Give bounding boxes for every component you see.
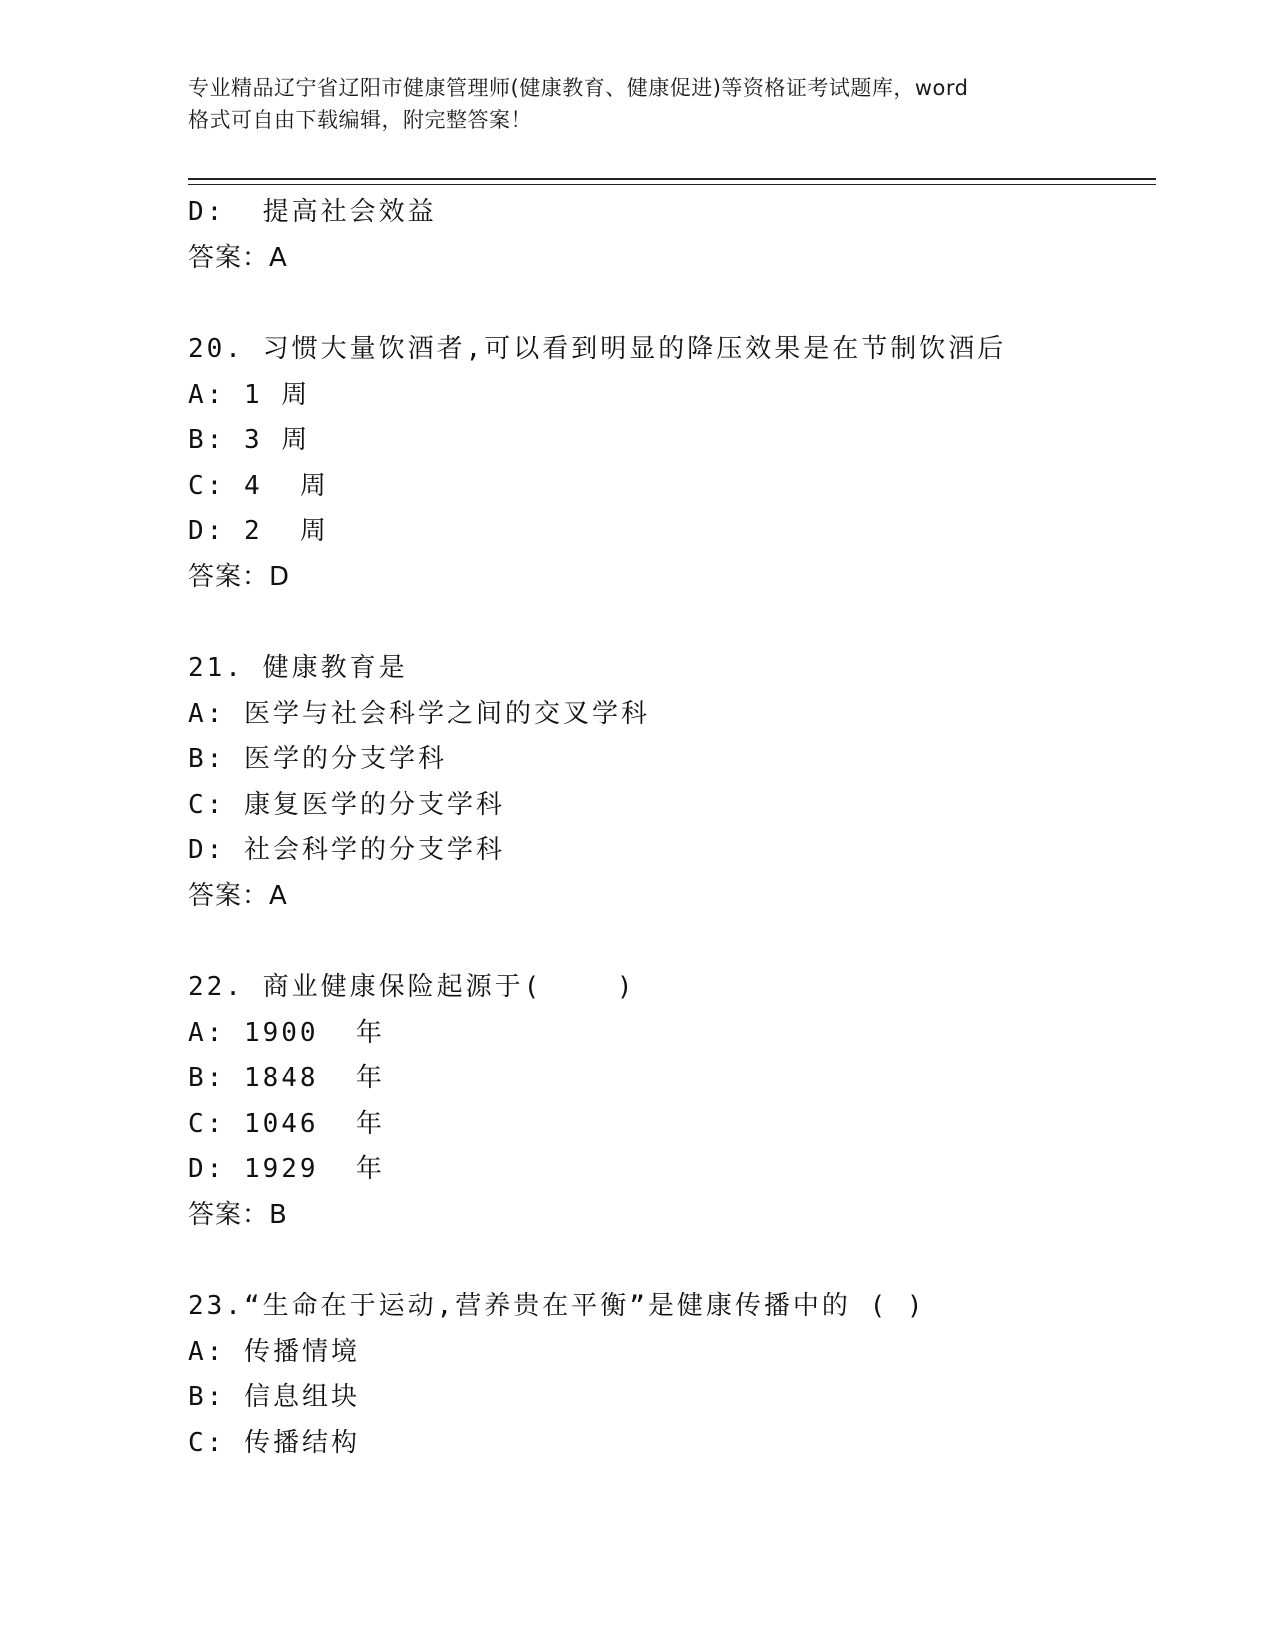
question-stem: 20. 习惯大量饮酒者,可以看到明显的降压效果是在节制饮酒后 — [188, 334, 1007, 364]
answer: 答案：B — [188, 1199, 288, 1230]
option-a: A: 1900 年 — [188, 1017, 385, 1048]
spacer — [188, 281, 1156, 327]
option-a: A: 医学与社会科学之间的交叉学科 — [188, 698, 650, 729]
option-c: C: 1046 年 — [188, 1108, 385, 1139]
question-stem: 21. 健康教育是 — [188, 653, 408, 683]
option-b: B: 1848 年 — [188, 1063, 385, 1093]
header-rule-thick — [188, 178, 1156, 180]
document-header — [188, 72, 1088, 136]
carryover-answer: 答案：A — [188, 242, 288, 273]
option-c: C: 康复医学的分支学科 — [188, 789, 505, 820]
option-c: C: 4 周 — [188, 470, 329, 501]
option-d: D: 社会科学的分支学科 — [188, 835, 505, 865]
answer: 答案：D — [188, 561, 291, 592]
option-a: A: 1 周 — [188, 379, 311, 410]
question-22 — [188, 965, 1156, 1238]
question-23 — [188, 1284, 1156, 1466]
option-b: B: 3 周 — [188, 425, 311, 455]
option-a: A: 传播情境 — [188, 1336, 360, 1367]
question-content — [188, 190, 1156, 1466]
spacer — [188, 919, 1156, 965]
option-d: D: 1929 年 — [188, 1154, 385, 1184]
header-line-1: 专业精品辽宁省辽阳市健康管理师(健康教育、健康促进)等资格证考试题库，word — [188, 76, 969, 100]
question-21 — [188, 646, 1156, 919]
option-b: B: 医学的分支学科 — [188, 744, 447, 774]
question-20 — [188, 327, 1156, 600]
option-d: D: 2 周 — [188, 516, 329, 546]
option-b: B: 信息组块 — [188, 1382, 360, 1412]
option-c: C: 传播结构 — [188, 1427, 360, 1458]
header-line-2: 格式可自由下载编辑，附完整答案！ — [188, 108, 532, 132]
spacer — [188, 1238, 1156, 1284]
carryover-option-d: D: 提高社会效益 — [188, 197, 437, 227]
answer: 答案：A — [188, 880, 288, 911]
question-stem: 23.“生命在于运动,营养贵在平衡”是健康传播中的 ( ) — [188, 1291, 926, 1321]
header-rule-thin — [188, 184, 1156, 185]
question-stem: 22. 商业健康保险起源于( ) — [188, 972, 636, 1002]
spacer — [188, 600, 1156, 646]
